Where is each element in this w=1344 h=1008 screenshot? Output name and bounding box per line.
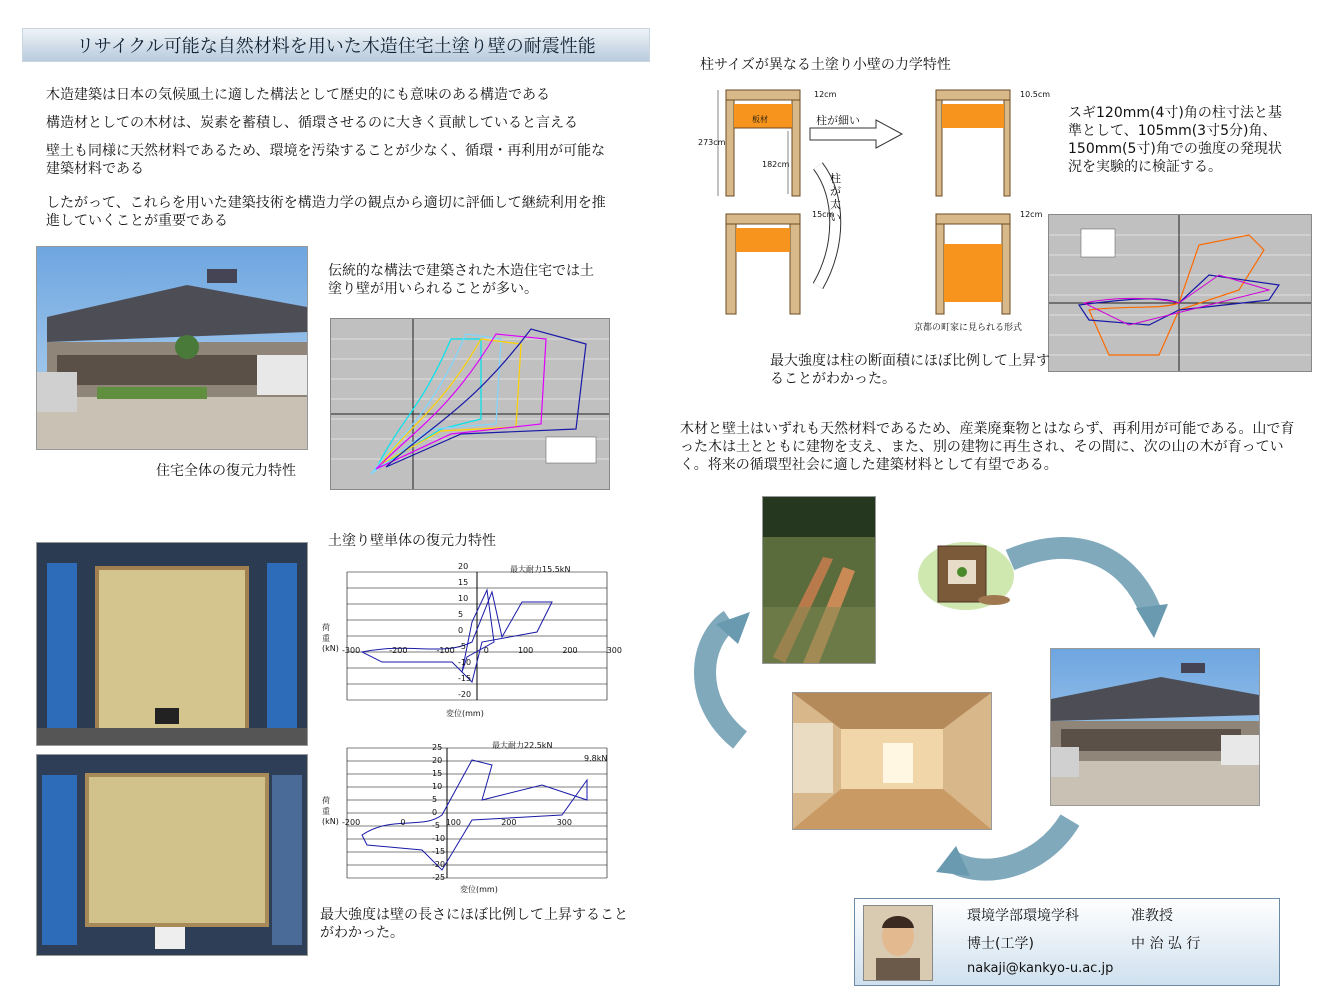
wall-test-photo-2 <box>36 754 308 956</box>
ytick: 25 <box>432 743 443 752</box>
xtick: 300 <box>606 646 622 655</box>
ytick: 20 <box>432 756 443 765</box>
card-name: 中 治 弘 行 <box>1131 936 1201 952</box>
dim-12cm-b: 12cm <box>1020 210 1043 219</box>
ytick: 15 <box>432 769 443 778</box>
ytick: -15 <box>458 674 472 683</box>
xtick: -300 <box>342 646 361 655</box>
ytick: 0 <box>432 808 438 817</box>
xtick: -200 <box>389 646 408 655</box>
dim-10-5cm: 10.5cm <box>1020 90 1051 99</box>
card-email[interactable]: nakaji@kankyo-u.ac.jp <box>967 961 1114 976</box>
house-caption: 伝統的な構法で建築された木造住宅では土塗り壁が用いられることが多い。 <box>328 263 594 297</box>
xtick: -100 <box>436 646 455 655</box>
ytick: -20 <box>458 690 472 699</box>
xtick: 300 <box>556 818 572 827</box>
wall-chart-1-xlabel: 変位(mm) <box>446 709 484 718</box>
house-hysteresis-chart <box>330 318 610 490</box>
xtick: 0 <box>400 818 406 827</box>
ytick: -10 <box>432 834 446 843</box>
intro-block <box>46 86 616 178</box>
intro-line-2: 構造材としての木材は、炭素を蓄積し、循環させるのに大きく貢献していると言える <box>46 115 578 131</box>
avatar <box>863 905 933 981</box>
ytick: -10 <box>458 658 472 667</box>
house-photo-illustration <box>37 247 307 449</box>
dim-273cm: 273cm <box>698 138 726 147</box>
frame-diagram-svg <box>696 86 1056 326</box>
wall-conclusion: 最大強度は壁の長さにほぼ比例して上昇することがわかった。 <box>320 907 628 941</box>
wall-chart-1 <box>322 562 622 722</box>
ytick: 0 <box>458 626 464 635</box>
ytick: 10 <box>432 782 443 791</box>
poster-title-text: リサイクル可能な自然材料を用いた木造住宅土塗り壁の耐震性能 <box>76 36 596 57</box>
house-restoring-label: 住宅全体の復元力特性 <box>156 463 296 479</box>
wall-chart-1-svg <box>322 562 622 722</box>
poster-title <box>22 28 650 62</box>
wall-test-photo-1 <box>36 542 308 746</box>
column-hysteresis-chart <box>1048 214 1312 372</box>
wall-chart-1-yticks <box>458 562 471 706</box>
wall-chart-2-xlabel: 変位(mm) <box>460 885 498 894</box>
wall-chart-2-yticks <box>432 743 445 886</box>
ytick: 5 <box>458 610 464 619</box>
recycle-text: 木材と壁土はいずれも天然材料であるため、産業廃棄物とはならず、再利用が可能である。山で育った木は土とともに建物を支え、また、別の建物に再生され、その間に、次の山の木が育っていく。将来の循環型社会に適した建築材料として有望である。 <box>680 421 1295 473</box>
dim-12cm: 12cm <box>814 90 837 99</box>
house-hysteresis-svg <box>331 319 609 489</box>
ytick: -25 <box>432 873 446 882</box>
dim-15cm: 15cm <box>812 210 835 219</box>
wall-chart-2-ylabel: 荷重(kN) <box>322 796 339 826</box>
wall-restoring-label: 土塗り壁単体の復元力特性 <box>328 533 496 549</box>
xtick: 200 <box>562 646 578 655</box>
recycle-arrows <box>680 520 1280 900</box>
wall-chart-2 <box>322 740 622 896</box>
ytick: -15 <box>432 847 446 856</box>
card-position: 准教授 <box>1131 908 1173 924</box>
column-title: 柱サイズが異なる土塗り小壁の力学特性 <box>700 57 951 73</box>
profile-card <box>854 898 1280 986</box>
ytick: -5 <box>432 821 440 830</box>
thick-column-label: 柱が太い <box>830 172 841 224</box>
column-study-text: スギ120mm(4寸)角の柱寸法と基準として、105mm(3寸5分)角、150mm(5寸)角での強度の発現状況を実験的に検証する。 <box>1068 105 1282 175</box>
wall-test-illustration-2 <box>37 755 307 955</box>
dim-182cm: 182cm <box>762 160 790 169</box>
avatar-illustration <box>864 906 932 980</box>
house-photo <box>36 246 308 450</box>
kyoto-label: 京都の町家に見られる形式 <box>914 323 1023 333</box>
intro-line-3: 壁土も同様に天然材料であるため、環境を汚染することが少なく、循環・再利用が可能な建築材料である <box>46 143 606 177</box>
wall-chart-2-xticks <box>342 818 572 827</box>
ytick: 5 <box>432 795 438 804</box>
xtick: -200 <box>342 818 361 827</box>
wall-chart-1-max-annotation: 最大耐力15.5kN <box>510 565 571 574</box>
xtick: 0 <box>483 646 489 655</box>
board-label: 板材 <box>752 115 768 124</box>
column-hysteresis-svg <box>1049 215 1311 371</box>
ytick: 15 <box>458 578 469 587</box>
xtick: 100 <box>445 818 461 827</box>
card-degree: 博士(工学) <box>967 936 1034 952</box>
ytick: 20 <box>458 562 469 571</box>
thin-column-label: 柱が細い <box>816 114 860 127</box>
xtick: 200 <box>501 818 517 827</box>
column-frame-diagram <box>696 86 1056 333</box>
wall-chart-1-xticks <box>342 646 622 655</box>
intro-line-1: 木造建築は日本の気候風土に適した構法として歴史的にも意味のある構造である <box>46 87 550 103</box>
card-department: 環境学部環境学科 <box>967 908 1079 924</box>
xtick: 100 <box>517 646 534 655</box>
intro-line-4: したがって、これらを用いた建築技術を構造力学の観点から適切に評価して継続利用を推進していくことが重要である <box>46 195 606 229</box>
wall-test-illustration-1 <box>37 543 307 745</box>
wall-chart-2-max-annotation: 最大耐力22.5kN <box>492 741 553 750</box>
column-conclusion: 最大強度は柱の断面積にほぼ比例して上昇することがわかった。 <box>770 353 1050 387</box>
wall-chart-2-end-annotation: 9.8kN <box>584 754 608 763</box>
wall-chart-1-ylabel: 荷重(kN) <box>322 623 339 653</box>
ytick: -5 <box>458 642 466 651</box>
ytick: -20 <box>432 860 446 869</box>
ytick: 10 <box>458 594 469 603</box>
